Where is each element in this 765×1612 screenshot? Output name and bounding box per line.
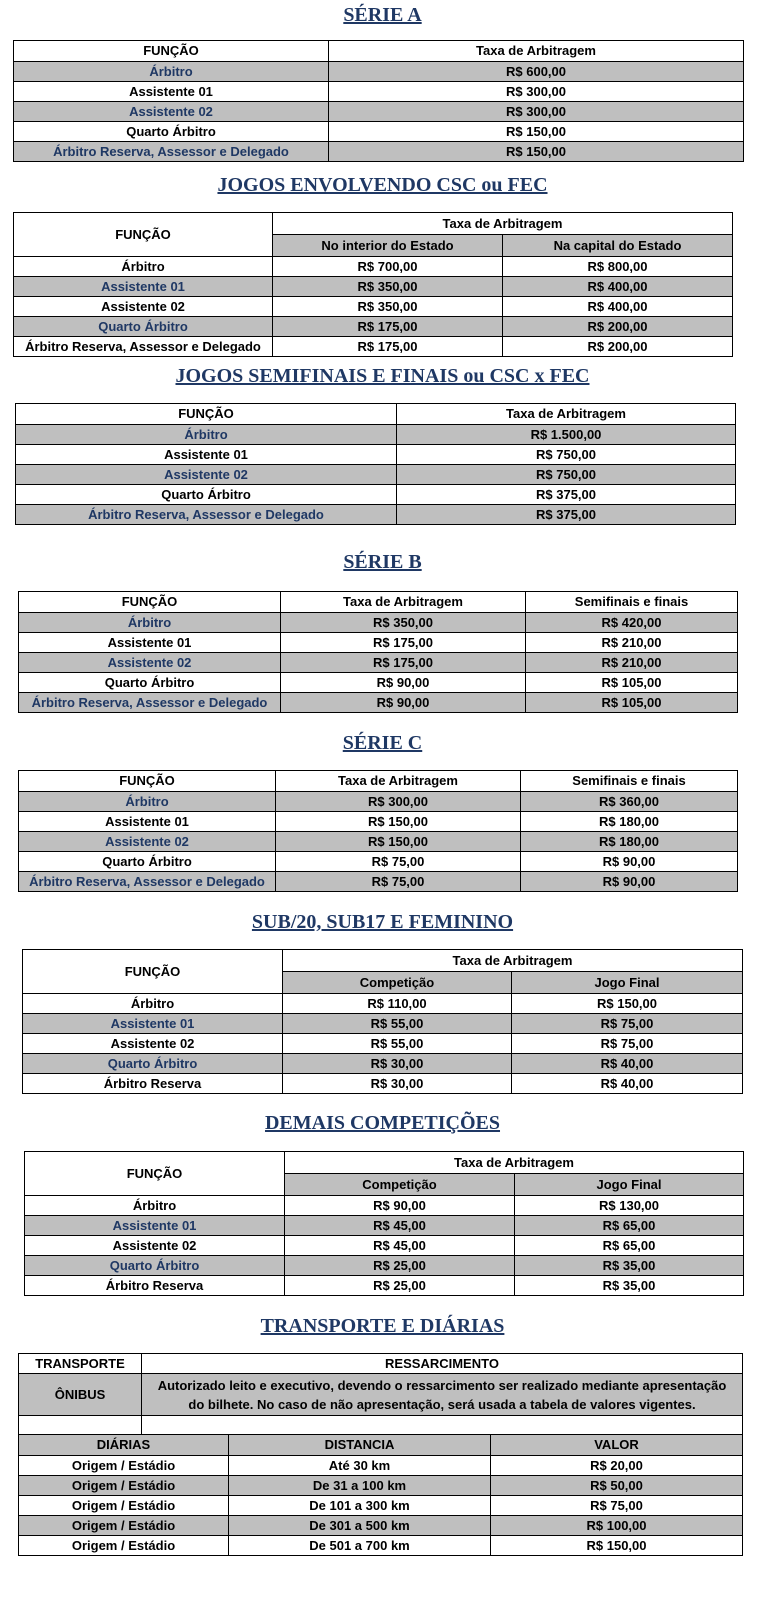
header-funcao: FUNÇÃO	[23, 950, 283, 994]
cell-distancia: De 101 a 300 km	[229, 1496, 491, 1516]
cell-funcao: Árbitro	[19, 792, 276, 812]
cell-valor: R$ 150,00	[512, 994, 743, 1014]
header-diarias: DIÁRIAS	[19, 1435, 229, 1456]
cell-funcao: Árbitro Reserva	[25, 1276, 285, 1296]
cell-valor: R$ 150,00	[491, 1536, 743, 1556]
header-capital: Na capital do Estado	[503, 235, 733, 257]
table-row	[14, 102, 744, 122]
table-row	[19, 832, 738, 852]
table-row	[19, 673, 738, 693]
cell-valor: R$ 75,00	[276, 852, 521, 872]
cell-valor: R$ 350,00	[281, 613, 526, 633]
table-row	[19, 1456, 743, 1476]
table-row	[19, 693, 738, 713]
cell-valor: R$ 180,00	[521, 832, 738, 852]
table-row	[16, 485, 736, 505]
cell-valor: R$ 375,00	[397, 505, 736, 525]
header-funcao: FUNÇÃO	[25, 1152, 285, 1196]
table-row	[14, 337, 733, 357]
table-row	[19, 1496, 743, 1516]
cell-funcao: Árbitro	[14, 62, 329, 82]
table-row	[14, 62, 744, 82]
cell-valor: R$ 40,00	[512, 1074, 743, 1094]
cell-funcao: Assistente 02	[16, 465, 397, 485]
cell-valor: R$ 175,00	[281, 653, 526, 673]
table-row	[19, 812, 738, 832]
cell-distancia: De 31 a 100 km	[229, 1476, 491, 1496]
semifinais-title: JOGOS SEMIFINAIS E FINAIS ou CSC x FEC	[175, 365, 590, 387]
cell-funcao: Árbitro	[19, 613, 281, 633]
transporte-title: TRANSPORTE E DIÁRIAS	[260, 1315, 505, 1337]
cell-funcao: Assistente 01	[19, 812, 276, 832]
cell-diarias: Origem / Estádio	[19, 1456, 229, 1476]
table-row	[14, 277, 733, 297]
cell-funcao: Árbitro	[14, 257, 273, 277]
table-row	[23, 1054, 743, 1074]
cell-funcao: Quarto Árbitro	[23, 1054, 283, 1074]
table-row	[23, 1074, 743, 1094]
cell-diarias: Origem / Estádio	[19, 1496, 229, 1516]
empty-row	[19, 1416, 743, 1435]
cell-valor: R$ 210,00	[526, 633, 738, 653]
cell-valor: R$ 90,00	[285, 1196, 515, 1216]
table-row	[19, 1476, 743, 1496]
onibus-text: Autorizado leito e executivo, devendo o ressarcimento ser realizado mediante apresentação do bilhete. No caso de não apresentação, será usada a tabela de valores vigentes.	[142, 1374, 743, 1416]
table-row	[25, 1236, 744, 1256]
cell-funcao: Árbitro	[25, 1196, 285, 1216]
cell-valor: R$ 90,00	[281, 673, 526, 693]
cell-valor: R$ 90,00	[521, 852, 738, 872]
table-row	[16, 465, 736, 485]
cell-valor: R$ 105,00	[526, 673, 738, 693]
cell-valor: R$ 55,00	[283, 1034, 512, 1054]
table-row	[14, 122, 744, 142]
header-competicao: Competição	[283, 972, 512, 994]
cell-funcao: Assistente 02	[14, 102, 329, 122]
cell-funcao: Quarto Árbitro	[14, 122, 329, 142]
cell-funcao: Assistente 02	[19, 832, 276, 852]
cell-funcao: Quarto Árbitro	[14, 317, 273, 337]
demais-title: DEMAIS COMPETIÇÕES	[264, 1112, 501, 1134]
table-row	[19, 1536, 743, 1556]
header-funcao: FUNÇÃO	[19, 771, 276, 792]
cell-valor: R$ 175,00	[281, 633, 526, 653]
cell-valor: R$ 750,00	[397, 465, 736, 485]
cell-distancia: De 501 a 700 km	[229, 1536, 491, 1556]
header-taxa: Taxa de Arbitragem	[273, 213, 733, 235]
table-row	[19, 633, 738, 653]
table-row	[14, 317, 733, 337]
cell-valor: R$ 175,00	[273, 337, 503, 357]
serie-c-table	[18, 770, 738, 892]
cell-funcao: Quarto Árbitro	[25, 1256, 285, 1276]
cell-valor: R$ 180,00	[521, 812, 738, 832]
cell-funcao: Assistente 02	[19, 653, 281, 673]
cell-valor: R$ 375,00	[397, 485, 736, 505]
cell-valor: R$ 420,00	[526, 613, 738, 633]
cell-valor: R$ 350,00	[273, 297, 503, 317]
cell-funcao: Assistente 01	[19, 633, 281, 653]
cell-valor: R$ 1.500,00	[397, 425, 736, 445]
table-row	[23, 994, 743, 1014]
cell-valor: R$ 210,00	[526, 653, 738, 673]
cell-valor: R$ 20,00	[491, 1456, 743, 1476]
cell-valor: R$ 300,00	[329, 102, 744, 122]
table-row	[14, 142, 744, 162]
cell-funcao: Assistente 02	[23, 1034, 283, 1054]
cell-funcao: Quarto Árbitro	[16, 485, 397, 505]
serie-a-table	[13, 40, 744, 162]
cell-valor: R$ 75,00	[512, 1034, 743, 1054]
csc-fec-table	[13, 212, 733, 357]
semifinais-table	[15, 403, 736, 525]
table-row	[14, 297, 733, 317]
cell-valor: R$ 30,00	[283, 1074, 512, 1094]
cell-funcao: Árbitro Reserva	[23, 1074, 283, 1094]
cell-valor: R$ 200,00	[503, 337, 733, 357]
empty-cell	[19, 1416, 142, 1435]
table-row	[14, 257, 733, 277]
header-funcao: FUNÇÃO	[14, 41, 329, 62]
table-row	[16, 445, 736, 465]
header-competicao: Competição	[285, 1174, 515, 1196]
cell-valor: R$ 25,00	[285, 1276, 515, 1296]
cell-valor: R$ 700,00	[273, 257, 503, 277]
table-row	[25, 1256, 744, 1276]
header-taxa: Taxa de Arbitragem	[285, 1152, 744, 1174]
cell-funcao: Árbitro Reserva, Assessor e Delegado	[14, 142, 329, 162]
cell-valor: R$ 600,00	[329, 62, 744, 82]
cell-valor: R$ 40,00	[512, 1054, 743, 1074]
cell-valor: R$ 360,00	[521, 792, 738, 812]
cell-valor: R$ 65,00	[515, 1216, 744, 1236]
cell-valor: R$ 30,00	[283, 1054, 512, 1074]
cell-valor: R$ 75,00	[276, 872, 521, 892]
cell-funcao: Árbitro Reserva, Assessor e Delegado	[16, 505, 397, 525]
cell-valor: R$ 200,00	[503, 317, 733, 337]
table-row	[19, 792, 738, 812]
cell-valor: R$ 90,00	[281, 693, 526, 713]
table-row	[19, 653, 738, 673]
table-row	[25, 1216, 744, 1236]
header-taxa: Taxa de Arbitragem	[329, 41, 744, 62]
header-taxa: Taxa de Arbitragem	[276, 771, 521, 792]
table-row	[16, 425, 736, 445]
cell-valor: R$ 100,00	[491, 1516, 743, 1536]
table-row	[23, 1014, 743, 1034]
csc-fec-title: JOGOS ENVOLVENDO CSC ou FEC	[217, 174, 548, 196]
header-taxa: Taxa de Arbitragem	[281, 592, 526, 613]
cell-diarias: Origem / Estádio	[19, 1536, 229, 1556]
cell-valor: R$ 130,00	[515, 1196, 744, 1216]
cell-funcao: Assistente 01	[16, 445, 397, 465]
empty-cell	[142, 1416, 743, 1435]
cell-valor: R$ 65,00	[515, 1236, 744, 1256]
onibus-label: ÔNIBUS	[19, 1374, 142, 1416]
onibus-row	[19, 1374, 743, 1416]
cell-distancia: De 301 a 500 km	[229, 1516, 491, 1536]
cell-valor: R$ 45,00	[285, 1236, 515, 1256]
sub20-table	[22, 949, 743, 1094]
serie-a-title: SÉRIE A	[343, 4, 422, 26]
cell-funcao: Assistente 02	[14, 297, 273, 317]
cell-funcao: Árbitro	[23, 994, 283, 1014]
cell-valor: R$ 150,00	[329, 122, 744, 142]
cell-funcao: Assistente 02	[25, 1236, 285, 1256]
serie-b-table	[18, 591, 738, 713]
cell-funcao: Assistente 01	[25, 1216, 285, 1236]
transporte-table	[18, 1353, 743, 1435]
cell-funcao: Árbitro Reserva, Assessor e Delegado	[19, 872, 276, 892]
cell-valor: R$ 50,00	[491, 1476, 743, 1496]
header-jogo-final: Jogo Final	[515, 1174, 744, 1196]
cell-valor: R$ 35,00	[515, 1256, 744, 1276]
cell-valor: R$ 400,00	[503, 297, 733, 317]
table-row	[25, 1196, 744, 1216]
sub20-title: SUB/20, SUB17 E FEMININO	[251, 911, 514, 933]
cell-funcao: Assistente 01	[14, 82, 329, 102]
header-interior: No interior do Estado	[273, 235, 503, 257]
header-taxa: Taxa de Arbitragem	[283, 950, 743, 972]
header-funcao: FUNÇÃO	[14, 213, 273, 257]
cell-valor: R$ 150,00	[276, 812, 521, 832]
cell-funcao: Assistente 01	[14, 277, 273, 297]
serie-b-title: SÉRIE B	[343, 551, 422, 573]
header-jogo-final: Jogo Final	[512, 972, 743, 994]
cell-valor: R$ 350,00	[273, 277, 503, 297]
cell-valor: R$ 75,00	[491, 1496, 743, 1516]
cell-distancia: Até 30 km	[229, 1456, 491, 1476]
cell-funcao: Árbitro	[16, 425, 397, 445]
cell-funcao: Assistente 01	[23, 1014, 283, 1034]
header-distancia: DISTANCIA	[229, 1435, 491, 1456]
demais-table	[24, 1151, 744, 1296]
table-row	[23, 1034, 743, 1054]
table-row	[19, 1516, 743, 1536]
table-row	[16, 505, 736, 525]
header-taxa: Taxa de Arbitragem	[397, 404, 736, 425]
table-row	[19, 613, 738, 633]
cell-valor: R$ 45,00	[285, 1216, 515, 1236]
serie-c-title: SÉRIE C	[342, 732, 423, 754]
cell-valor: R$ 175,00	[273, 317, 503, 337]
diarias-table	[18, 1434, 743, 1556]
cell-valor: R$ 75,00	[512, 1014, 743, 1034]
table-row	[19, 872, 738, 892]
cell-valor: R$ 300,00	[276, 792, 521, 812]
cell-valor: R$ 150,00	[276, 832, 521, 852]
cell-valor: R$ 105,00	[526, 693, 738, 713]
table-row	[14, 82, 744, 102]
table-row	[19, 852, 738, 872]
cell-funcao: Quarto Árbitro	[19, 673, 281, 693]
cell-diarias: Origem / Estádio	[19, 1516, 229, 1536]
cell-valor: R$ 110,00	[283, 994, 512, 1014]
cell-valor: R$ 300,00	[329, 82, 744, 102]
cell-valor: R$ 35,00	[515, 1276, 744, 1296]
cell-funcao: Árbitro Reserva, Assessor e Delegado	[14, 337, 273, 357]
table-row	[25, 1276, 744, 1296]
header-ressarcimento: RESSARCIMENTO	[142, 1354, 743, 1374]
cell-valor: R$ 25,00	[285, 1256, 515, 1276]
cell-valor: R$ 90,00	[521, 872, 738, 892]
cell-valor: R$ 55,00	[283, 1014, 512, 1034]
header-transporte: TRANSPORTE	[19, 1354, 142, 1374]
cell-funcao: Quarto Árbitro	[19, 852, 276, 872]
cell-funcao: Árbitro Reserva, Assessor e Delegado	[19, 693, 281, 713]
header-valor: VALOR	[491, 1435, 743, 1456]
header-funcao: FUNÇÃO	[19, 592, 281, 613]
header-semifinais: Semifinais e finais	[521, 771, 738, 792]
header-funcao: FUNÇÃO	[16, 404, 397, 425]
cell-valor: R$ 800,00	[503, 257, 733, 277]
cell-diarias: Origem / Estádio	[19, 1476, 229, 1496]
cell-valor: R$ 150,00	[329, 142, 744, 162]
header-semifinais: Semifinais e finais	[526, 592, 738, 613]
cell-valor: R$ 750,00	[397, 445, 736, 465]
cell-valor: R$ 400,00	[503, 277, 733, 297]
